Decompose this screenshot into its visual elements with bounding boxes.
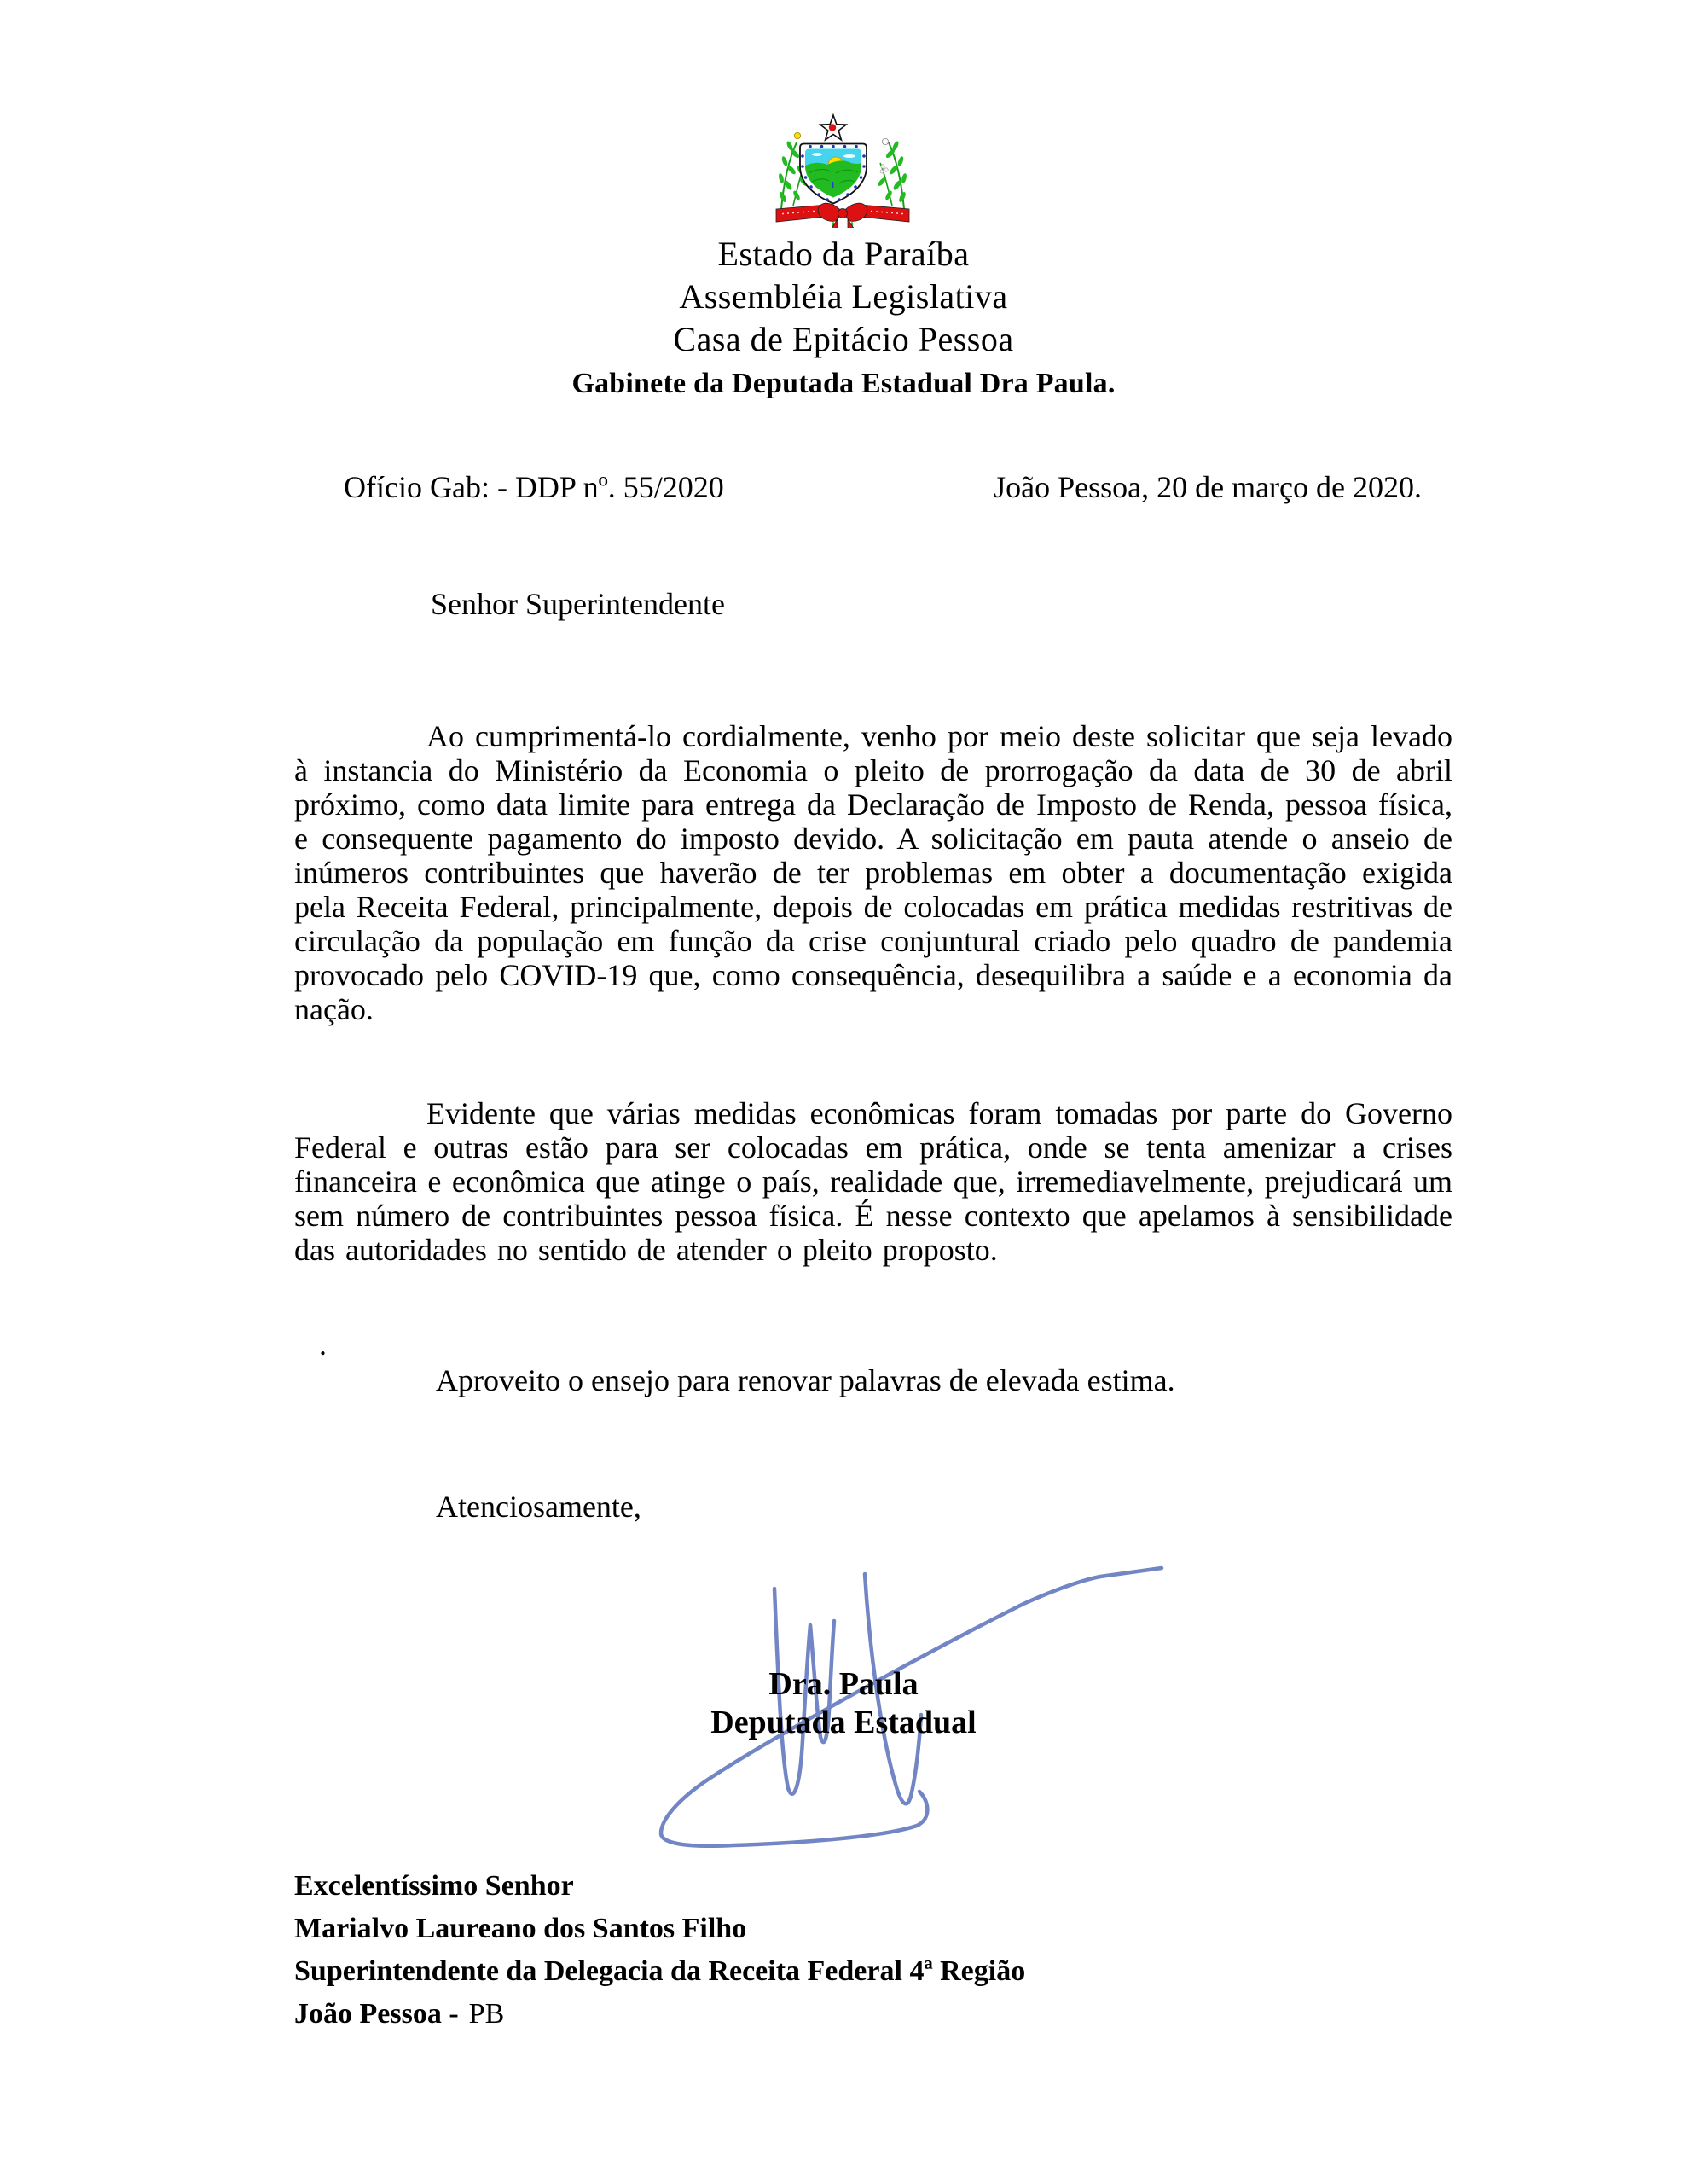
reference-number: Ofício Gab: - DDP nº. 55/2020 xyxy=(344,470,724,504)
body-paragraph-2: Evidente que várias medidas econômicas foram tomadas por parte do Governo Federal e outras estão para ser colocadas em prática, onde se tenta amenizar a crises financeira e econômica que atinge o país, realidade que, irremediavelmente, prejudicará um sem número de contribuintes pessoa física. É nesse contexto que apelamos à sensibilidade das autoridades no sentido de atender o pleito proposto. xyxy=(294,1096,1452,1267)
signature-title: Deputada Estadual xyxy=(710,1705,977,1740)
letterhead-office-line: Gabinete da Deputada Estadual Dra Paula. xyxy=(571,368,1116,399)
salutation: Senhor Superintendente xyxy=(431,587,725,621)
signature-block xyxy=(0,1665,1687,1742)
letterhead-org-line3: Casa de Epitácio Pessoa xyxy=(673,320,1014,358)
paraiba-coat-of-arms-icon xyxy=(774,113,911,228)
ribbon-icon xyxy=(776,203,909,228)
yellow-flower-icon xyxy=(794,132,800,138)
addressee-line1: Excelentíssimo Senhor xyxy=(294,1870,574,1902)
shield-icon xyxy=(800,144,867,204)
letterhead-org-line2: Assembléia Legislativa xyxy=(679,277,1008,316)
letterhead xyxy=(0,233,1687,402)
signoff: Atenciosamente, xyxy=(436,1490,641,1524)
addressee-line4 xyxy=(294,1993,1025,2036)
reference-row xyxy=(344,470,1422,504)
right-branch xyxy=(877,140,907,209)
closing-line: Aproveito o ensejo para renovar palavras de elevada estima. xyxy=(436,1363,1175,1397)
stray-period: . xyxy=(319,1327,327,1362)
addressee-state: PB xyxy=(468,1998,505,2030)
letter-body xyxy=(294,719,1452,1267)
addressee-line2: Marialvo Laureano dos Santos Filho xyxy=(294,1913,747,1944)
addressee-line3: Superintendente da Delegacia da Receita Federal 4ª Região xyxy=(294,1955,1026,1987)
place-date: João Pessoa, 20 de março de 2020. xyxy=(994,470,1422,504)
signature-name: Dra. Paula xyxy=(768,1666,919,1702)
addressee-city: João Pessoa - xyxy=(294,1998,459,2030)
letterhead-org-line1: Estado da Paraíba xyxy=(717,235,970,273)
star-center-dot xyxy=(829,124,836,131)
addressee-block xyxy=(294,1865,1025,2036)
body-paragraph-1: Ao cumprimentá-lo cordialmente, venho por meio deste solicitar que seja levado à instancia do Ministério da Economia o pleito de prorrogação da data de 30 de abril próximo, como data limite para entrega da Declaração de Imposto de Renda, pessoa física, e consequente pagamento do imposto devido. A solicitação em pauta atende o anseio de inúmeros contribuintes que haverão de ter problemas em obter a documentação exigida pela Receita Federal, principalmente, depois de colocadas em prática medidas restritivas de circulação da população em função da crise conjuntural criado pelo quadro de pandemia provocado pelo COVID-19 que, como consequência, desequilibra a saúde e a economia da nação. xyxy=(294,719,1452,1026)
